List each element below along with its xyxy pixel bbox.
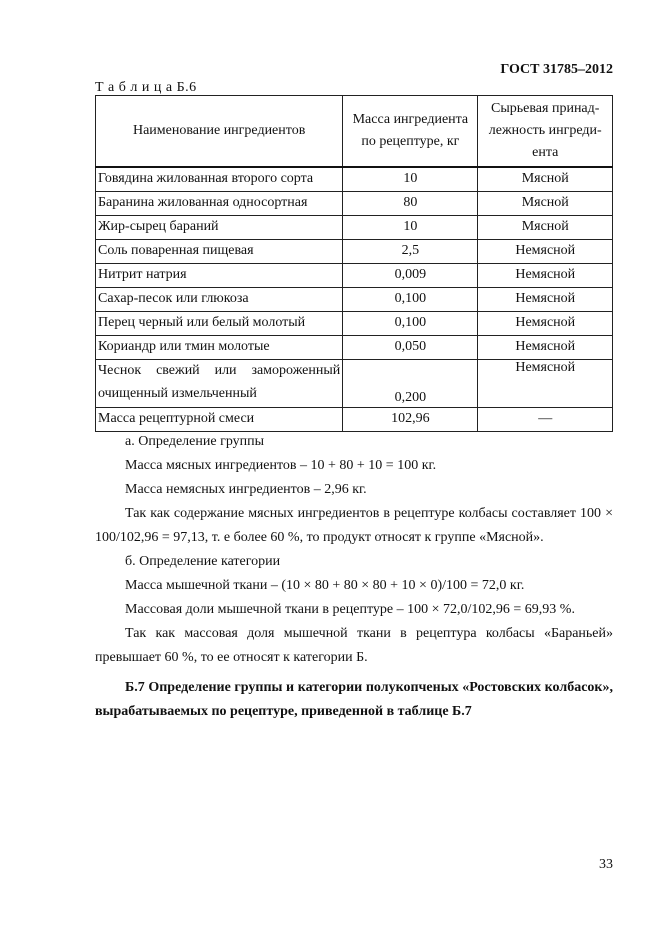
paragraph-group-conclusion: Так как содержание мясных ингредиентов в рецептуре колбасы составляет 100 × 100/102,96 = 97,13, т. е более 60 %, то продукт относят к группе «Мясной». <box>95 506 613 545</box>
paragraph-muscle-share: Массовая доли мышечной ткани в рецептуре – 100 × 72,0/102,96 = 69,93 %. <box>125 602 575 617</box>
table-row <box>96 359 613 407</box>
cell-mass: 0,050 <box>343 335 478 359</box>
cell-mass: 0,200 <box>343 359 478 407</box>
table-row <box>96 287 613 311</box>
table-row <box>96 311 613 335</box>
paragraph-group-heading: а. Определение группы <box>125 434 265 449</box>
table-row <box>96 239 613 263</box>
cell-name: Сахар-песок или глюкоза <box>96 287 343 311</box>
cell-type: Немясной <box>478 239 613 263</box>
paragraph-category-conclusion: Так как массовая доля мышечной ткани в рецептура колбасы «Бараньей» превышает 60 %, то ее относят к категории Б. <box>95 626 613 665</box>
section-heading-b7: Б.7 Определение группы и категории полукопченых «Ростовских колбасок», вырабатываемых по рецептуре, приведенной в таблице Б.7 <box>95 680 613 719</box>
cell-type: — <box>478 407 613 431</box>
cell-mass: 0,009 <box>343 263 478 287</box>
table-caption: Т а б л и ц а Б.6 <box>95 80 197 95</box>
column-header-name: Наименование ингредиентов <box>96 96 343 168</box>
table-row <box>96 215 613 239</box>
table-row <box>96 191 613 215</box>
cell-mass: 2,5 <box>343 239 478 263</box>
table-row <box>96 335 613 359</box>
cell-mass: 0,100 <box>343 287 478 311</box>
cell-type: Мясной <box>478 167 613 191</box>
table-row <box>96 167 613 191</box>
paragraph-muscle-mass: Масса мышечной ткани – (10 × 80 + 80 × 80 + 10 × 0)/100 = 72,0 кг. <box>125 578 525 593</box>
column-header-type: Сырьевая принад-лежность ингреди-ента <box>478 96 613 168</box>
cell-name: Баранина жилованная односортная <box>96 191 343 215</box>
cell-type: Немясной <box>478 263 613 287</box>
cell-type: Немясной <box>478 335 613 359</box>
cell-mass: 10 <box>343 215 478 239</box>
cell-name-line2: очищенный измельченный <box>98 386 257 401</box>
cell-name: Жир-сырец бараний <box>96 215 343 239</box>
cell-name: Говядина жилованная второго сорта <box>96 167 343 191</box>
cell-type: Мясной <box>478 215 613 239</box>
ingredients-table <box>95 95 613 432</box>
paragraph-category-heading: б. Определение категории <box>125 554 281 569</box>
cell-name: Кориандр или тмин молотые <box>96 335 343 359</box>
page-number: 33 <box>599 857 613 872</box>
cell-name-multiline <box>96 359 343 407</box>
cell-name-line1: Чеснок свежий или замороженный <box>98 363 341 379</box>
cell-type: Немясной <box>478 311 613 335</box>
table-row <box>96 263 613 287</box>
document-standard-header: ГОСТ 31785–2012 <box>500 62 613 77</box>
cell-mass: 80 <box>343 191 478 215</box>
table-row <box>96 407 613 431</box>
cell-type: Мясной <box>478 191 613 215</box>
column-header-mass: Масса ингредиента по рецептуре, кг <box>343 96 478 168</box>
cell-mass: 10 <box>343 167 478 191</box>
cell-name: Нитрит натрия <box>96 263 343 287</box>
body-text <box>95 430 613 724</box>
table-header-row <box>96 96 613 168</box>
cell-type: Немясной <box>478 359 613 407</box>
cell-mass: 102,96 <box>343 407 478 431</box>
cell-name: Перец черный или белый молотый <box>96 311 343 335</box>
paragraph-meat-mass: Масса мясных ингредиентов – 10 + 80 + 10 = 100 кг. <box>125 458 437 473</box>
cell-name: Масса рецептурной смеси <box>96 407 343 431</box>
cell-mass: 0,100 <box>343 311 478 335</box>
paragraph-nonmeat-mass: Масса немясных ингредиентов – 2,96 кг. <box>125 482 367 497</box>
cell-name: Соль поваренная пищевая <box>96 239 343 263</box>
cell-type: Немясной <box>478 287 613 311</box>
